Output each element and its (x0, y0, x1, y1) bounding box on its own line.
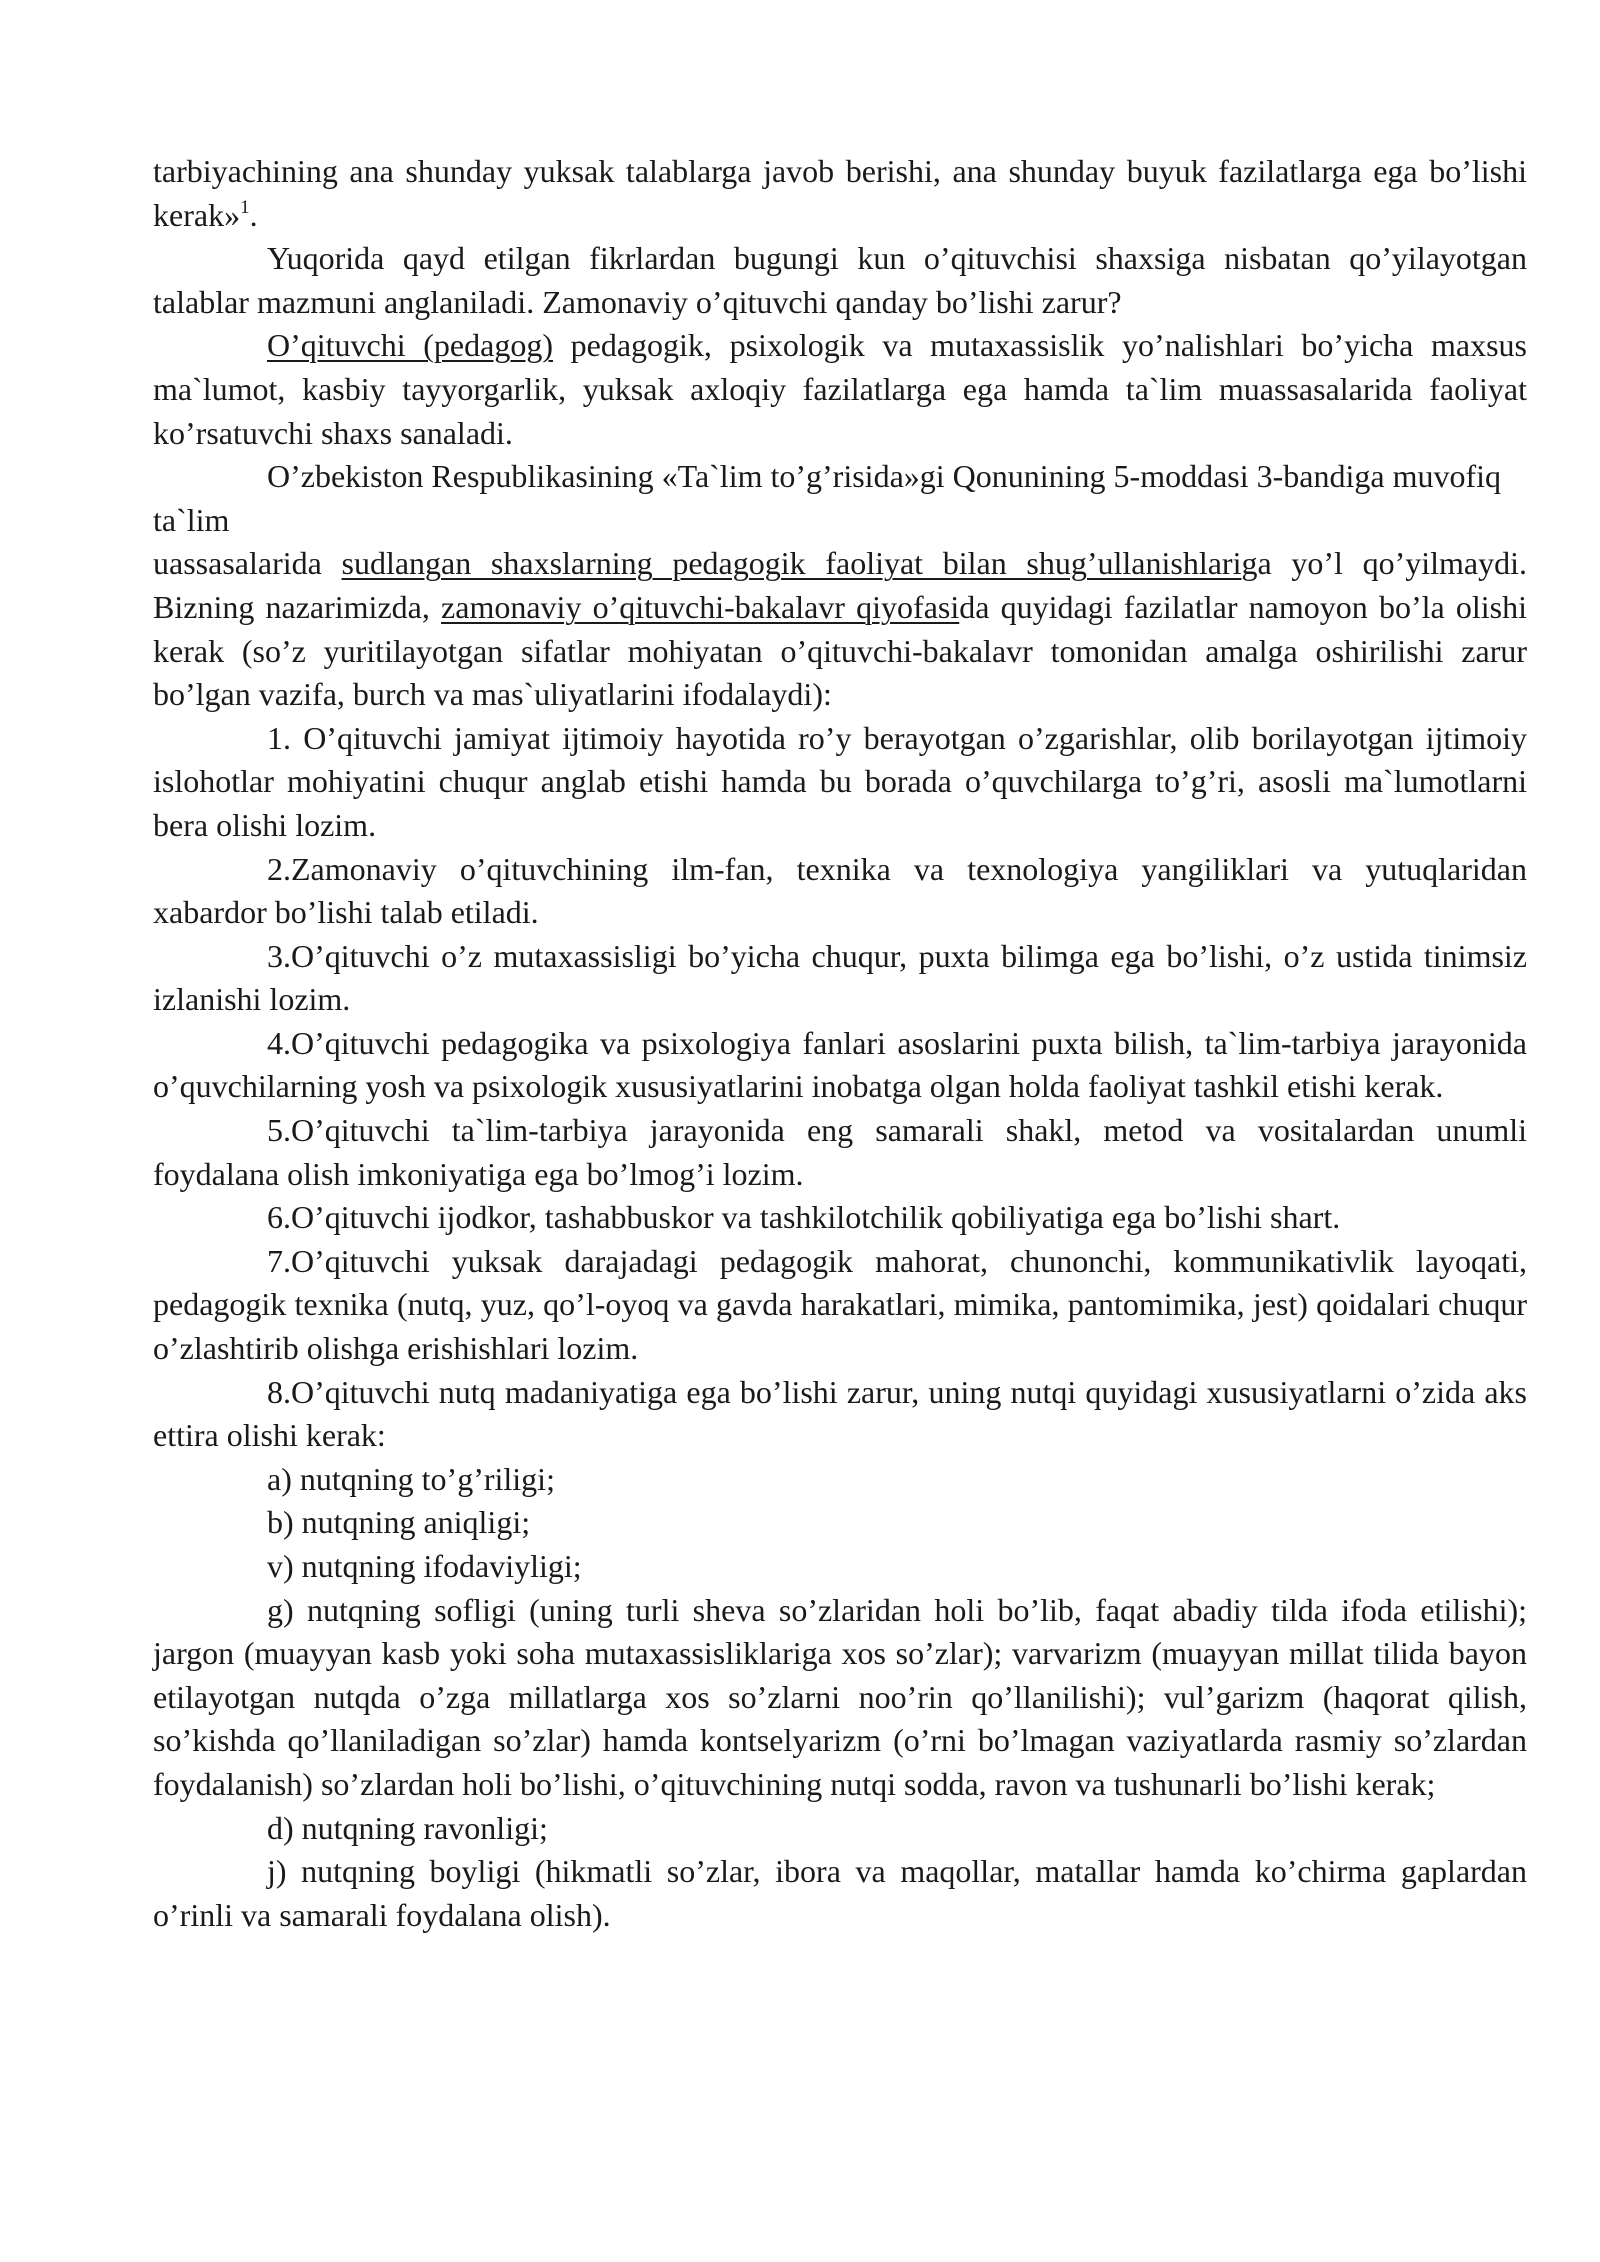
document-page (153, 150, 1527, 1937)
sub-item-d: d) nutqning ravonligi; (267, 1809, 548, 1846)
footnote-reference[interactable]: 1 (240, 196, 250, 218)
teacher-term: O’qituvchi (pedagog) (267, 327, 553, 364)
teacher-definition-text: pedagogik, psixologik va mutaxassislik yo’nalishlari bo’yicha maxsus ma`lumot, kasbiy tayyorgarlik, yuksak axloqiy fazilatlarga ega hamda ta`lim muassasalarida faoliyat ko’rsatuvchi shaxs sanaladi. (153, 327, 1528, 451)
paragraph-intro-text: tarbiyachining ana shunday yuksak talablarga javob berishi, ana shunday buyuk fazilatlarga ega bo’lishi kerak» (153, 153, 1527, 233)
paragraph-teacher-definition (153, 324, 1527, 455)
law-text-pre: uassasalarida (153, 545, 342, 582)
list-item-3: 3.O’qituvchi o’z mutaxassisligi bo’yicha chuqur, puxta bilimga ega bo’lishi, o’z ustida tinimsiz izlanishi lozim. (153, 937, 1527, 1018)
list-item-2: 2.Zamonaviy o’qituvchining ilm-fan, texnika va texnologiya yangiliklari va yutuqlaridan xabardor bo’lishi talab etiladi. (153, 850, 1527, 931)
list-item-4: 4.O’qituvchi pedagogika va psixologiya fanlari asoslarini puxta bilish, ta`lim-tarbiya jarayonida o’quvchilarning yosh va psixologik xususiyatlarini inobatga olgan holda faoliyat tashkil etishi kerak. (153, 1024, 1527, 1105)
sub-item-v: v) nutqning ifodaviyligi; (267, 1548, 582, 1584)
list-item-8: 8.O’qituvchi nutq madaniyatiga ega bo’lishi zarur, uning nutqi quyidagi xususiyatlarni o’zida aks ettira olishi kerak: (153, 1373, 1527, 1454)
paragraph-intro (153, 150, 1527, 237)
sub-item-j: j) nutqning boyligi (hikmatli so’zlar, ibora va maqollar, matallar hamda ko’chirma gaplardan o’rinli va samarali foydalana olish). (153, 1853, 1527, 1933)
bachelor-image-phrase: zamonaviy o’qituvchi-bakalavr qiyofasi (441, 588, 960, 625)
law-text-mid: ga yo’l qo’yilmaydi. Bizning nazarimizda, (153, 545, 1528, 625)
list-item-5: 5.O’qituvchi ta`lim-tarbiya jarayonida eng samarali shakl, metod va vositalardan unumli foydalana olish imkoniyatiga ega bo’lmog’i lozim. (153, 1112, 1527, 1192)
sub-item-a: a) nutqning to’g’riligi; (267, 1460, 555, 1497)
list-item-7: 7.O’qituvchi yuksak darajadagi pedagogik mahorat, chunonchi, kommunikativlik layoqati, pedagogik texnika (nutq, yuz, qo’l-oyoq va gavda harakatlari, mimika, pantomimika, jest) qoidalari chuqur o’zlashtirib olishga erishishlari lozim. (153, 1242, 1527, 1367)
law-underlined-phrase: sudlangan shaxslarning pedagogik faoliyat bilan shug’ullanishlari (341, 545, 1242, 582)
paragraph-law-continuation (153, 542, 1527, 716)
list-item-1: 1. O’qituvchi jamiyat ijtimoiy hayotida ro’y berayotgan o’zgarishlar, olib borilayotgan ijtimoiy islohotlar mohiyatini chuqur anglab etishi hamda bu borada o’quvchilarga to’g’ri, asosli ma`lumotlarni bera olishi lozim. (153, 719, 1527, 843)
sub-item-g: g) nutqning sofligi (uning turli sheva so’zlaridan holi bo’lib, faqat abadiy tilda ifoda etilishi); jargon (muayyan kasb yoki soha mutaxassisliklariga xos so’zlar); varvarizm (muayyan millat tilida bayon etilayotgan nutqda o’zga millatlarga xos so’zlarni noo’rin qo’llanilishi); vul’garizm (haqorat qilish, so’kishda qo’llaniladigan so’zlar) hamda kontselyarizm (o’rni bo’lmagan vaziyatlarda rasmiy so’zlardan foydalanish) so’zlardan holi bo’lishi, o’qituvchining nutqi sodda, ravon va tushunarli bo’lishi kerak; (153, 1591, 1527, 1802)
paragraph-law-reference: O’zbekiston Respublikasining «Ta`lim to’g’risida»gi Qonunining 5-moddasi 3-bandiga muvofiq ta`lim (153, 458, 1502, 538)
paragraph-intro-end: . (249, 196, 258, 233)
law-text-post: da quyidagi fazilatlar namoyon bo’la olishi kerak (so’z yuritilayotgan sifatlar mohiyatan o’qituvchi-bakalavr tomonidan amalga oshirilishi zarur bo’lgan vazifa, burch va mas`uliyatlarini ifodalaydi): (153, 588, 1528, 713)
list-item-6: 6.O’qituvchi ijodkor, tashabbuskor va tashkilotchilik qobiliyatiga ega bo’lishi shart. (267, 1199, 1341, 1236)
sub-item-b: b) nutqning aniqligi; (267, 1504, 531, 1541)
paragraph-requirements: Yuqorida qayd etilgan fikrlardan bugungi kun o’qituvchisi shaxsiga nisbatan qo’yilayotgan talablar mazmuni anglaniladi. Zamonaviy o’qituvchi qanday bo’lishi zarur? (153, 240, 1527, 320)
